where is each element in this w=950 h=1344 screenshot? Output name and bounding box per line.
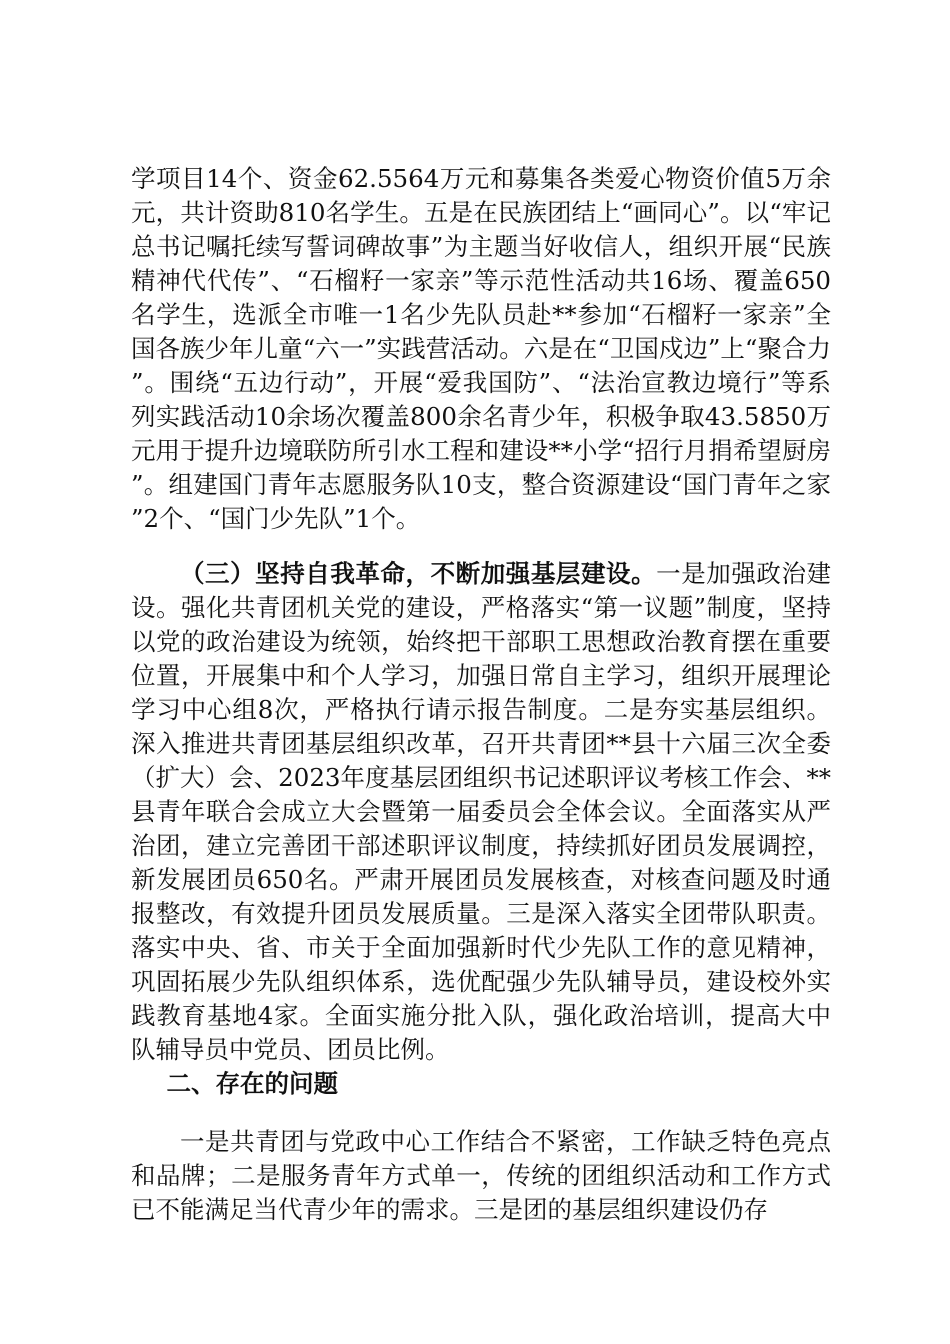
document-body	[131, 162, 831, 1227]
section-three-body: 一是加强政治建设。强化共青团机关党的建设，严格落实“第一议题”制度，坚持以党的政治建设为统领，始终把干部职工思想政治教育摆在重要位置，开展集中和个人学习，加强日常自主学习，组织开展理论学习中心组8次，严格执行请示报告制度。二是夯实基层组织。深入推进共青团基层组织改革，召开共青团**县十六届三次全委（扩大）会、2023年度基层团组织书记述职评议考核工作会、**县青年联合会成立大会暨第一届委员会全体会议。全面落实从严治团，建立完善团干部述职评议制度，持续抓好团员发展调控，新发展团员650名。严肃开展团员发展核查，对核查问题及时通报整改，有效提升团员发展质量。三是深入落实全团带队职责。落实中央、省、市关于全面加强新时代少先队工作的意见精神，巩固拓展少先队组织体系，选优配强少先队辅导员，建设校外实践教育基地4家。全面实施分批入队，强化政治培训，提高大中队辅导员中党员、团员比例。	[131, 559, 831, 1064]
paragraph-continuation: 学项目14个、资金62.5564万元和募集各类爱心物资价值5万余元，共计资助810名学生。五是在民族团结上“画同心”。以“牢记总书记嘱托续写誓词碑故事”为主题当好收信人，组织开展“民族精神代代传”、“石榴籽一家亲”等示范性活动共16场、覆盖650名学生，选派全市唯一1名少先队员赴**参加“石榴籽一家亲”全国各族少年儿童“六一”实践营活动。六是在“卫国戍边”上“聚合力”。围绕“五边行动”，开展“爱我国防”、“法治宣教边境行”等系列实践活动10余场次覆盖800余名青少年，积极争取43.5850万元用于提升边境联防所引水工程和建设**小学“招行月捐希望厨房”。组建国门青年志愿服务队10支，整合资源建设“国门青年之家”2个、“国门少先队”1个。	[131, 164, 831, 533]
paragraph-problems: 一是共青团与党政中心工作结合不紧密，工作缺乏特色亮点和品牌；二是服务青年方式单一，传统的团组织活动和工作方式已不能满足当代青少年的需求。三是团的基层组织建设仍存	[131, 1127, 831, 1224]
section-heading-problems: 二、存在的问题	[166, 1069, 339, 1098]
paragraph-section-three	[131, 557, 831, 1067]
section-three-heading: （三）坚持自我革命，不断加强基层建设。	[180, 559, 657, 588]
